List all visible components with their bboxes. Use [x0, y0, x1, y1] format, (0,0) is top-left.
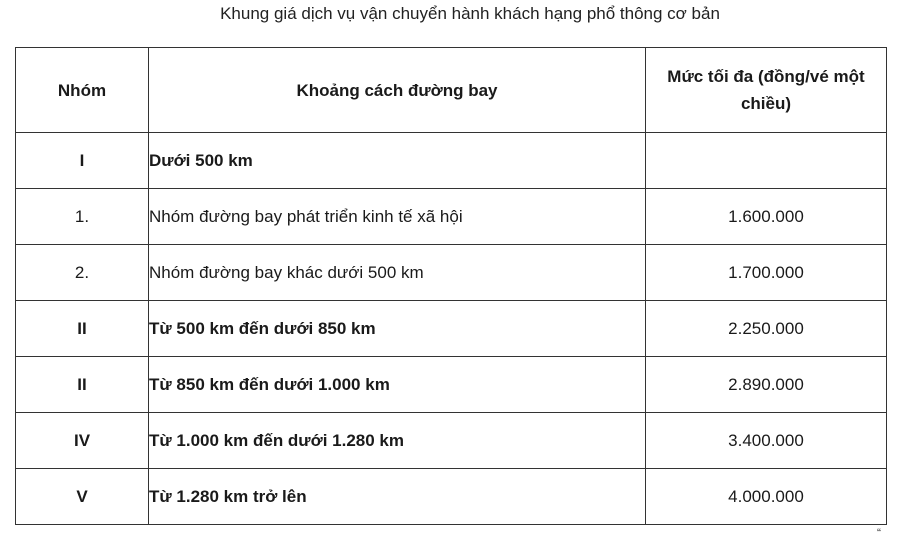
header-price-label: Mức tối đa (đồng/vé một chiều) — [667, 67, 865, 113]
distance-cell: Từ 1.000 km đến dưới 1.280 km — [149, 413, 646, 469]
table-row — [16, 469, 887, 525]
table-caption: Khung giá dịch vụ vận chuyển hành khách hạng phổ thông cơ bản — [220, 4, 720, 23]
group-cell: I — [16, 133, 149, 189]
price-cell: 1.700.000 — [646, 245, 887, 301]
group-cell: 2. — [16, 245, 149, 301]
table-row — [16, 133, 887, 189]
header-group: Nhóm — [16, 48, 149, 133]
group-cell: 1. — [16, 189, 149, 245]
distance-cell: Nhóm đường bay phát triển kinh tế xã hội — [149, 189, 646, 245]
table-row — [16, 357, 887, 413]
header-distance: Khoảng cách đường bay — [149, 48, 646, 133]
price-cell: 3.400.000 — [646, 413, 887, 469]
price-cell: 2.890.000 — [646, 357, 887, 413]
price-cell — [646, 133, 887, 189]
distance-cell: Nhóm đường bay khác dưới 500 km — [149, 245, 646, 301]
table-row — [16, 245, 887, 301]
price-cell: 1.600.000 — [646, 189, 887, 245]
price-cell: 2.250.000 — [646, 301, 887, 357]
group-cell: IV — [16, 413, 149, 469]
closing-quote-mark: “ — [877, 526, 881, 540]
price-cell: 4.000.000 — [646, 469, 887, 525]
header-price — [646, 48, 887, 133]
group-cell: II — [16, 357, 149, 413]
group-cell: V — [16, 469, 149, 525]
distance-cell: Dưới 500 km — [149, 133, 646, 189]
table-header-row — [16, 48, 887, 133]
fare-table — [15, 47, 887, 525]
table-row — [16, 189, 887, 245]
distance-cell: Từ 850 km đến dưới 1.000 km — [149, 357, 646, 413]
table-row — [16, 413, 887, 469]
group-cell: II — [16, 301, 149, 357]
distance-cell: Từ 1.280 km trở lên — [149, 469, 646, 525]
table-row — [16, 301, 887, 357]
distance-cell: Từ 500 km đến dưới 850 km — [149, 301, 646, 357]
